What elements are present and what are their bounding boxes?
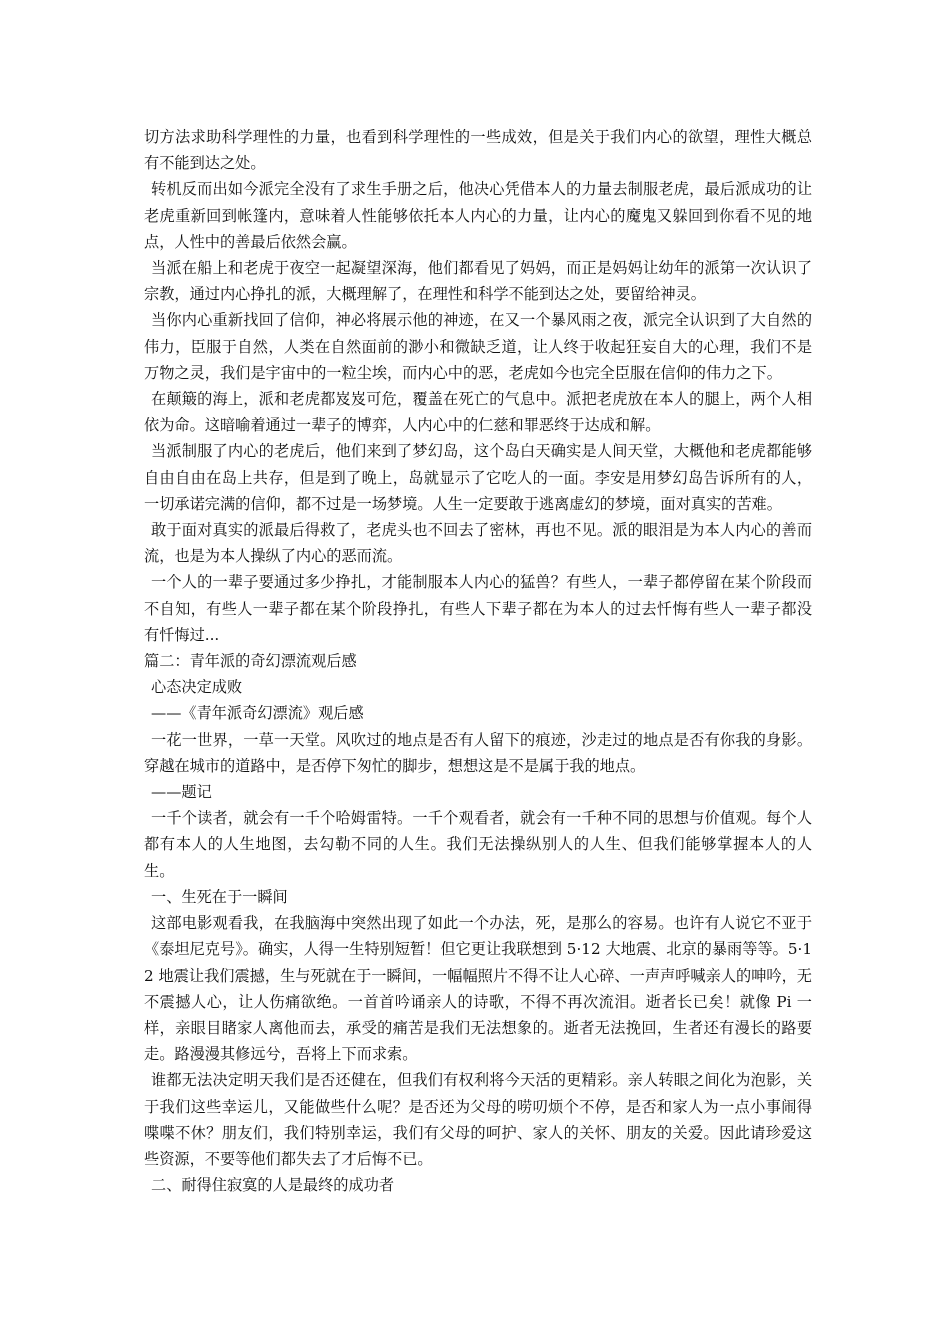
paragraph: 这部电影观看我，在我脑海中突然出现了如此一个办法，死，是那么的容易。也许有人说它不亚于《泰坦尼克号》。确实，人得一生特别短暂！但它更让我联想到 5·12 大地震、北京的暴雨等等。5·12 地震让我们震撼，生与死就在于一瞬间，一幅幅照片不得不让人心碎、一声声呼喊亲人的呻吟，无不震撼人心，让人伤痛欲绝。一首首吟诵亲人的诗歌，不得不再次流泪。逝者长已矣！就像 Pi 一样，亲眼目睹家人离他而去，承受的痛苦是我们无法想象的。逝者无法挽回，生者还有漫长的路要走。路漫漫其修远兮，吾将上下而求索。 bbox=[144, 914, 812, 1064]
paragraph: 一花一世界，一草一天堂。风吹过的地点是否有人留下的痕迹，沙走过的地点是否有你我的身影。穿越在城市的道路中，是否停下匆忙的脚步，想想这是不是属于我的地点。 bbox=[144, 730, 812, 775]
paragraph: 当派在船上和老虎于夜空一起凝望深海，他们都看见了妈妈，而正是妈妈让幼年的派第一次认识了宗教，通过内心挣扎的派，大概理解了，在理性和科学不能到达之处，要留给神灵。 bbox=[144, 259, 812, 304]
paragraph: 切方法求助科学理性的力量，也看到科学理性的一些成效，但是关于我们内心的欲望，理性大概总有不能到达之处。 bbox=[144, 128, 812, 173]
document-page bbox=[144, 124, 812, 1198]
paragraph: 敢于面对真实的派最后得救了，老虎头也不回去了密林，再也不见。派的眼泪是为本人内心的善而流，也是为本人操纵了内心的恶而流。 bbox=[144, 521, 812, 566]
section-heading: 二、耐得住寂寞的人是最终的成功者 bbox=[151, 1176, 394, 1195]
section-title: 篇二：青年派的奇幻漂流观后感 bbox=[144, 652, 357, 671]
paragraph: 当派制服了内心的老虎后，他们来到了梦幻岛，这个岛白天确实是人间天堂，大概他和老虎都能够自由自由在岛上共存，但是到了晚上，岛就显示了它吃人的一面。李安是用梦幻岛告诉所有的人，一切承诺完满的信仰，都不过是一场梦境。人生一定要敢于逃离虚幻的梦境，面对真实的苦难。 bbox=[144, 442, 812, 513]
subtitle: 心态决定成败 bbox=[151, 678, 243, 697]
paragraph: 当你内心重新找回了信仰，神必将展示他的神迹，在又一个暴风雨之夜，派完全认识到了大自然的伟力，臣服于自然，人类在自然面前的渺小和微缺乏道，让人终于收起狂妄自大的心理，我们不是万物之灵，我们是宇宙中的一粒尘埃，而内心中的恶，老虎如今也完全臣服在信仰的伟力之下。 bbox=[144, 311, 812, 382]
paragraph: 一千个读者，就会有一千个哈姆雷特。一千个观看者，就会有一千种不同的思想与价值观。每个人都有本人的人生地图，去勾勒不同的人生。我们无法操纵别人的人生、但我们能够掌握本人的人生。 bbox=[144, 809, 812, 880]
subtitle-line: ——《青年派奇幻漂流》观后感 bbox=[151, 704, 364, 723]
section-heading: 一、生死在于一瞬间 bbox=[151, 887, 288, 906]
epigraph-attribution: ——题记 bbox=[151, 783, 212, 802]
paragraph: 谁都无法决定明天我们是否还健在，但我们有权利将今天活的更精彩。亲人转眼之间化为泡影，关于我们这些幸运儿，又能做些什么呢？是否还为父母的唠叨烦个不停，是否和家人为一点小事闹得喋喋不休？朋友们，我们特别幸运，我们有父母的呵护、家人的关怀、朋友的关爱。因此请珍爱这些资源，不要等他们都失去了才后悔不已。 bbox=[144, 1071, 812, 1168]
paragraph: 转机反而出如今派完全没有了求生手册之后，他决心凭借本人的力量去制服老虎，最后派成功的让老虎重新回到帐篷内，意味着人性能够依托本人内心的力量，让内心的魔鬼又躲回到你看不见的地点，人性中的善最后依然会赢。 bbox=[144, 180, 812, 251]
paragraph: 在颠簸的海上，派和老虎都岌岌可危，覆盖在死亡的气息中。派把老虎放在本人的腿上，两个人相依为命。这暗喻着通过一辈子的博弈，人内心中的仁慈和罪恶终于达成和解。 bbox=[144, 390, 812, 435]
paragraph: 一个人的一辈子要通过多少挣扎，才能制服本人内心的猛兽？有些人，一辈子都停留在某个阶段而不自知，有些人一辈子都在某个阶段挣扎，有些人下辈子都在为本人的过去忏悔有些人一辈子都没有忏悔过... bbox=[144, 573, 812, 644]
